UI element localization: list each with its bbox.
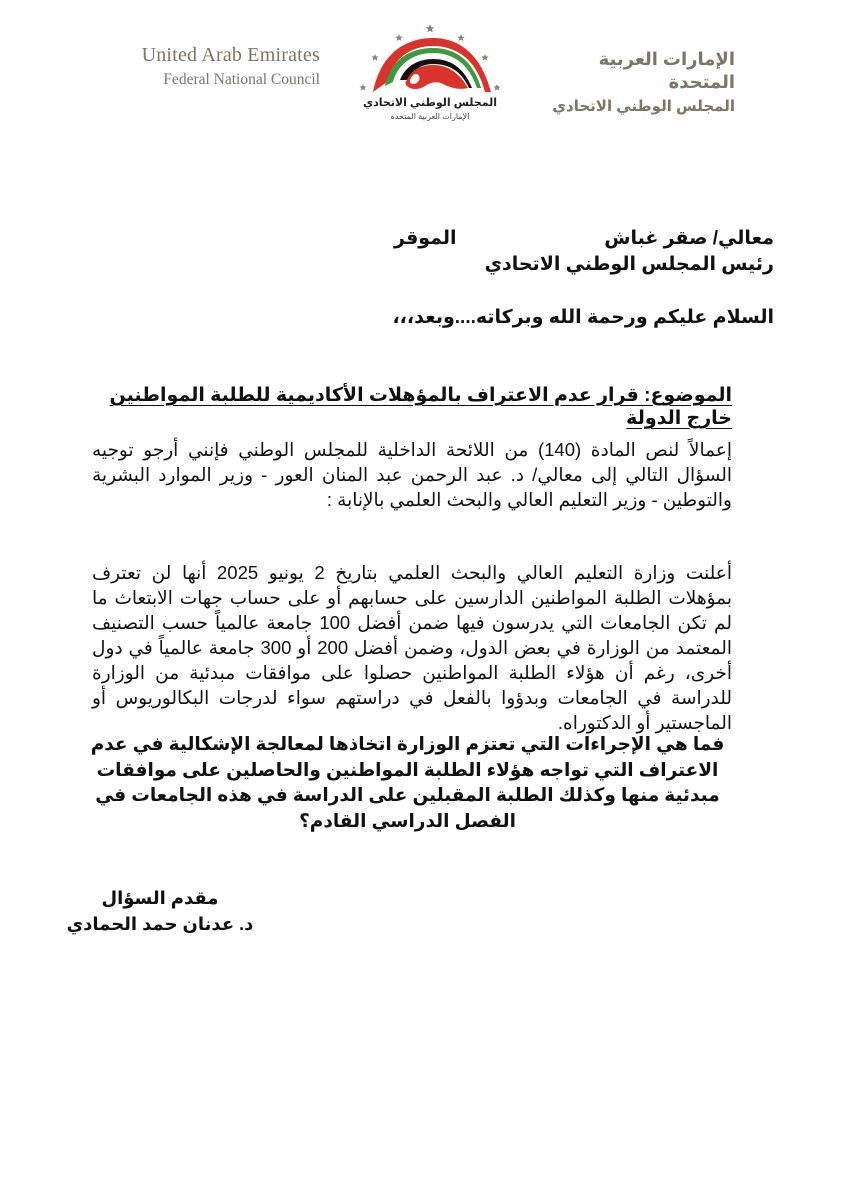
letterhead-english — [108, 44, 320, 89]
body-paragraph-context: أعلنت وزارة التعليم العالي والبحث العلمي بتاريخ 2 يونيو 2025 أنها لن تعترف بمؤهلات الطلبة المواطنين الدارسين على حسابهم أو على حساب جهات الابتعاث ما لم تكن الجامعات التي يدرسون فيها ضمن أفضل 100 جامعة عالمياً حسب التصنيف المعتمد من الوزارة في بعض الدول، وضمن أفضل 200 أو 300 جامعة عالمياً في دول أخرى، رغم أن هؤلاء الطلبة المواطنين حصلوا على موافقات مبدئية من الوزارة للدراسة في الجامعات وبدؤوا بالفعل في دراستهم سواء لدرجات البكالوريوس أو الماجستير أو الدكتوراه. — [92, 562, 733, 733]
letterhead-country-en: United Arab Emirates — [141, 44, 320, 66]
body-question: فما هي الإجراءات التي تعتزم الوزارة اتخاذها لمعالجة الإشكالية في عدم الاعتراف التي تواجه هؤلاء الطلبة المواطنين والحاصلين على موافقات مبدئية منها وكذلك الطلبة المقبلين على الدراسة في هذه الجامعات في الفصل الدراسي القادم؟ — [90, 733, 725, 831]
logo-caption-council: المجلس الوطني الاتحادي — [362, 97, 497, 109]
signature-name: د. عدنان حمد الحمادي — [66, 914, 254, 935]
logo-caption-country: الإمارات العربية المتحدة — [390, 112, 470, 121]
letterhead — [0, 0, 852, 140]
letterhead-arabic — [530, 48, 735, 116]
addressee-name: معالي/ صقر غباش — [604, 228, 774, 249]
fnc-rainbow-emblem-icon — [355, 22, 505, 96]
greeting: السلام عليكم ورحمة الله وبركاته....وبعد،،، — [392, 307, 774, 328]
letterhead-council-en: Federal National Council — [163, 71, 320, 88]
letterhead-country-ar: الإمارات العربية المتحدة — [598, 49, 735, 93]
signature-label: مقدم السؤال — [101, 888, 219, 908]
addressee-honorific: الموقر — [394, 228, 457, 249]
addressee-block — [394, 226, 774, 277]
signature-block — [60, 885, 260, 937]
body-paragraph-intro: إعمالاً لنص المادة (140) من اللائحة الداخلية للمجلس الوطني فإنني أرجو توجيه السؤال التالي إلى معالي/ د. عبد الرحمن عبد المنان العور - وزير الموارد البشرية والتوطين - وزير التعليم العالي والبحث العلمي بالإنابة : — [92, 439, 732, 510]
addressee-title: رئيس المجلس الوطني الاتحادي — [484, 253, 774, 275]
subject-line: الموضوع: قرار عدم الاعتراف بالمؤهلات الأكاديمية للطلبة المواطنين خارج الدولة — [109, 385, 732, 429]
fnc-logo — [345, 22, 515, 127]
letterhead-council-ar: المجلس الوطني الاتحادي — [552, 97, 735, 115]
